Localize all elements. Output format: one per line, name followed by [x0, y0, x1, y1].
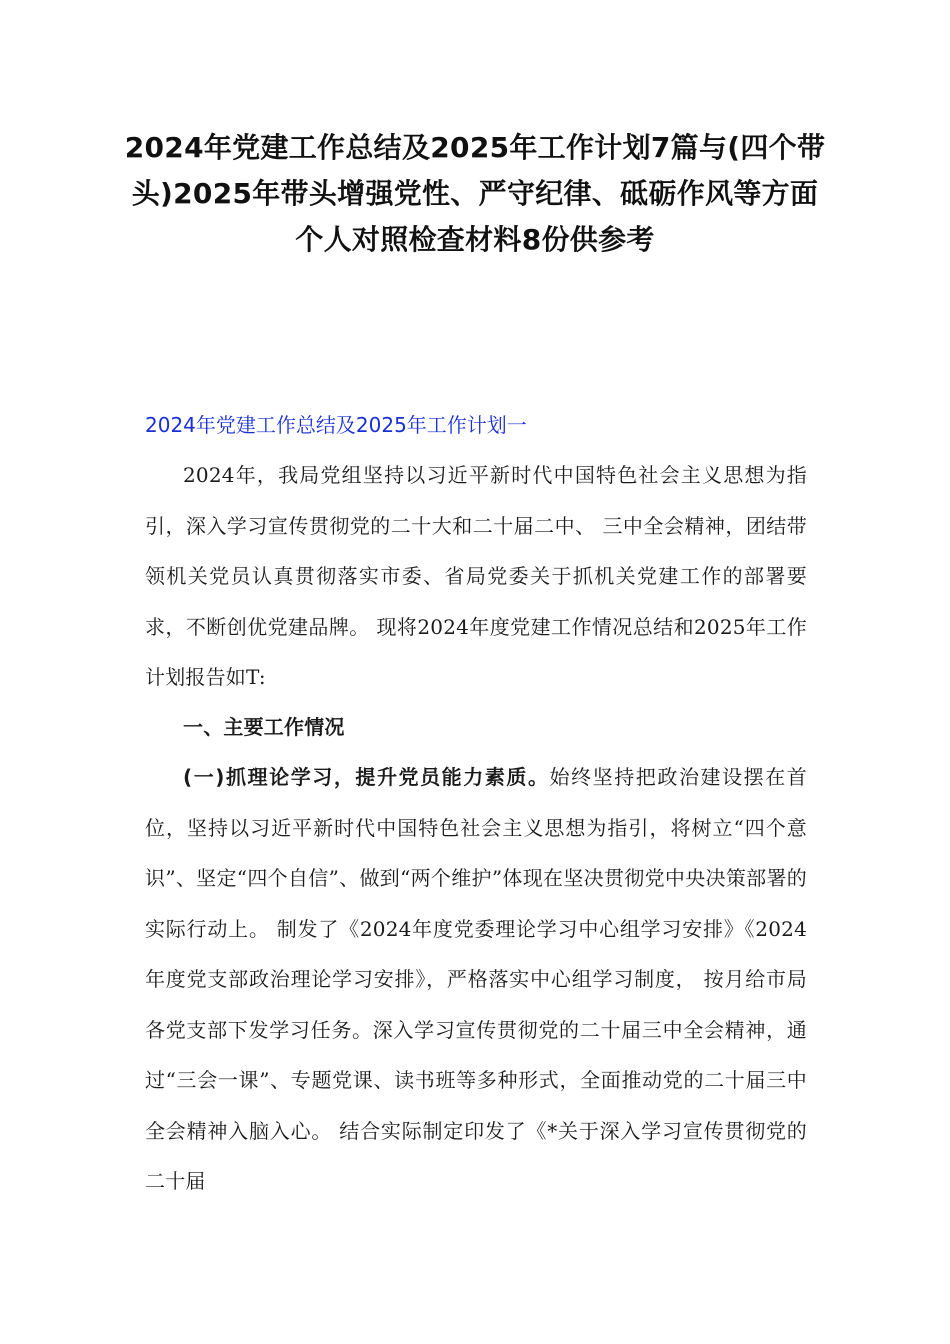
paragraph-theory-study [145, 752, 807, 1207]
paragraph-body: 始终坚持把政治建设摆在首位，坚持以习近平新时代中国特色社会主义思想为指引，将树立“四个意识”、坚定“四个自信”、做到“两个维护”体现在坚决贯彻党中央决策部署的实际行动上。 制发了《2024年度党委理论学习中心组学习安排》《2024 年度党支部政治理论学习安排》，严格落实中心组学习制度， 按月给市局各党支部下发学习任务。深入学习宣传贯彻党的二十届三中全会精神，通过“三会一课”、专题党课、读书班等多种形式，全面推动党的二十届三中全会精神入脑入心。 结合实际制定印发了《*关于深入学习宣传贯彻党的二十届 [145, 765, 807, 1193]
paragraph-intro: 2024年，我局党组坚持以习近平新时代中国特色社会主义思想为指引，深入学习宣传贯彻党的二十大和二十届二中、 三中全会精神，团结带领机关党员认真贯彻落实市委、省局党委关于抓机关党建工作的部署要求，不断创优党建品牌。 现将2024年度党建工作情况总结和2025年工作计划报告如T: [145, 463, 807, 689]
section-heading: 2024年党建工作总结及2025年工作计划一 [145, 413, 527, 437]
subheading-main-work: 一、主要工作情况 [183, 715, 345, 739]
document-title: 2024年党建工作总结及2025年工作计划7篇与(四个带头)2025年带头增强党性、严守纪律、砥砺作风等方面个人对照检查材料8份供参考 [124, 131, 826, 256]
paragraph-lead-bold: (一)抓理论学习，提升党员能力素质。 [183, 765, 550, 789]
